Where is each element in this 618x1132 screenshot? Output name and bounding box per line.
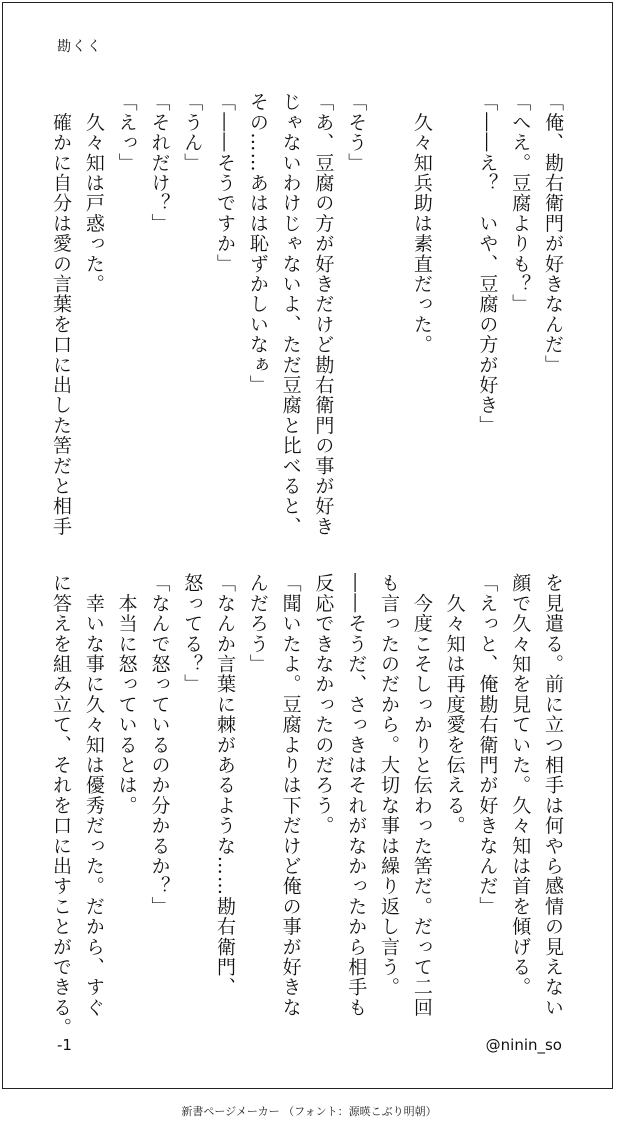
author-handle: @ninin_so xyxy=(485,1036,562,1054)
text-line: 「えっ」 xyxy=(115,92,138,173)
text-line: 「えっと、俺勘右衛門が好きなんだ」 xyxy=(476,573,499,917)
text-line: も言ったのだから。大切な事は繰り返し言う。 xyxy=(378,573,401,998)
text-line: 「それだけ？」 xyxy=(148,92,171,234)
text-line: 「――え？ いや、豆腐の方が好き」 xyxy=(476,92,499,436)
text-line: 久々知兵助は素直だった。 xyxy=(410,92,433,355)
text-line: 久々知は再度愛を伝える。 xyxy=(443,573,466,836)
text-line xyxy=(372,92,405,522)
text-block-upper xyxy=(44,92,569,537)
text-line: に答えを組み立て、それを口に出すことができる。 xyxy=(50,573,73,1038)
text-line: 「へえ。豆腐よりも？」 xyxy=(509,92,532,315)
page-title: 勘くく xyxy=(57,39,102,55)
text-line: 「聞いたよ。豆腐よりは下だけど俺の事が好きな xyxy=(279,573,302,1018)
text-block-lower xyxy=(44,573,569,1038)
text-line: 本当に怒っているとは。 xyxy=(115,573,138,816)
text-line: んだろう」 xyxy=(246,573,269,674)
text-line: 「あ、豆腐の方が好きだけど勘右衛門の事が好き xyxy=(312,92,335,537)
text-line: 怒ってる？」 xyxy=(181,573,204,695)
text-line: 「うん」 xyxy=(181,92,204,173)
text-line: じゃないわけじゃないよ、ただ豆腐と比べると、 xyxy=(279,92,302,537)
page-number: -1 xyxy=(57,1036,72,1054)
caption: 新書ページメーカー （フォント：源暎こぶり明朝） xyxy=(181,1105,437,1118)
text-line: 顔で久々知を見ていた。久々知は首を傾げる。 xyxy=(509,573,532,998)
text-line: 確かに自分は愛の言葉を口に出した筈だと相手 xyxy=(50,92,73,537)
text-line: 「そう」 xyxy=(345,92,368,173)
text-line: ――そうだ、さっきはそれがなかったから相手も xyxy=(345,573,368,1018)
text-line: 「俺、勘右衛門が好きなんだ」 xyxy=(542,92,564,375)
text-line: 「なんか言葉に棘があるような……勘右衛門、 xyxy=(214,573,237,998)
text-line xyxy=(438,92,471,522)
text-line: 「なんで怒っているのか分かるか？」 xyxy=(148,573,171,917)
text-line: 「――そうですか」 xyxy=(214,92,237,274)
text-line: 反応できなかったのだろう。 xyxy=(312,573,335,836)
text-line: その……あはは恥ずかしいなぁ」 xyxy=(246,92,269,395)
text-line: 今度こそしっかりと伝わった筈だ。だって二回 xyxy=(410,573,433,1018)
text-line: 久々知は戸惑った。 xyxy=(82,92,105,294)
text-line: を見遣る。前に立つ相手は何やら感情の見えない xyxy=(542,573,564,1018)
text-line: 幸いな事に久々知は優秀だった。だから、すぐ xyxy=(82,573,105,1018)
